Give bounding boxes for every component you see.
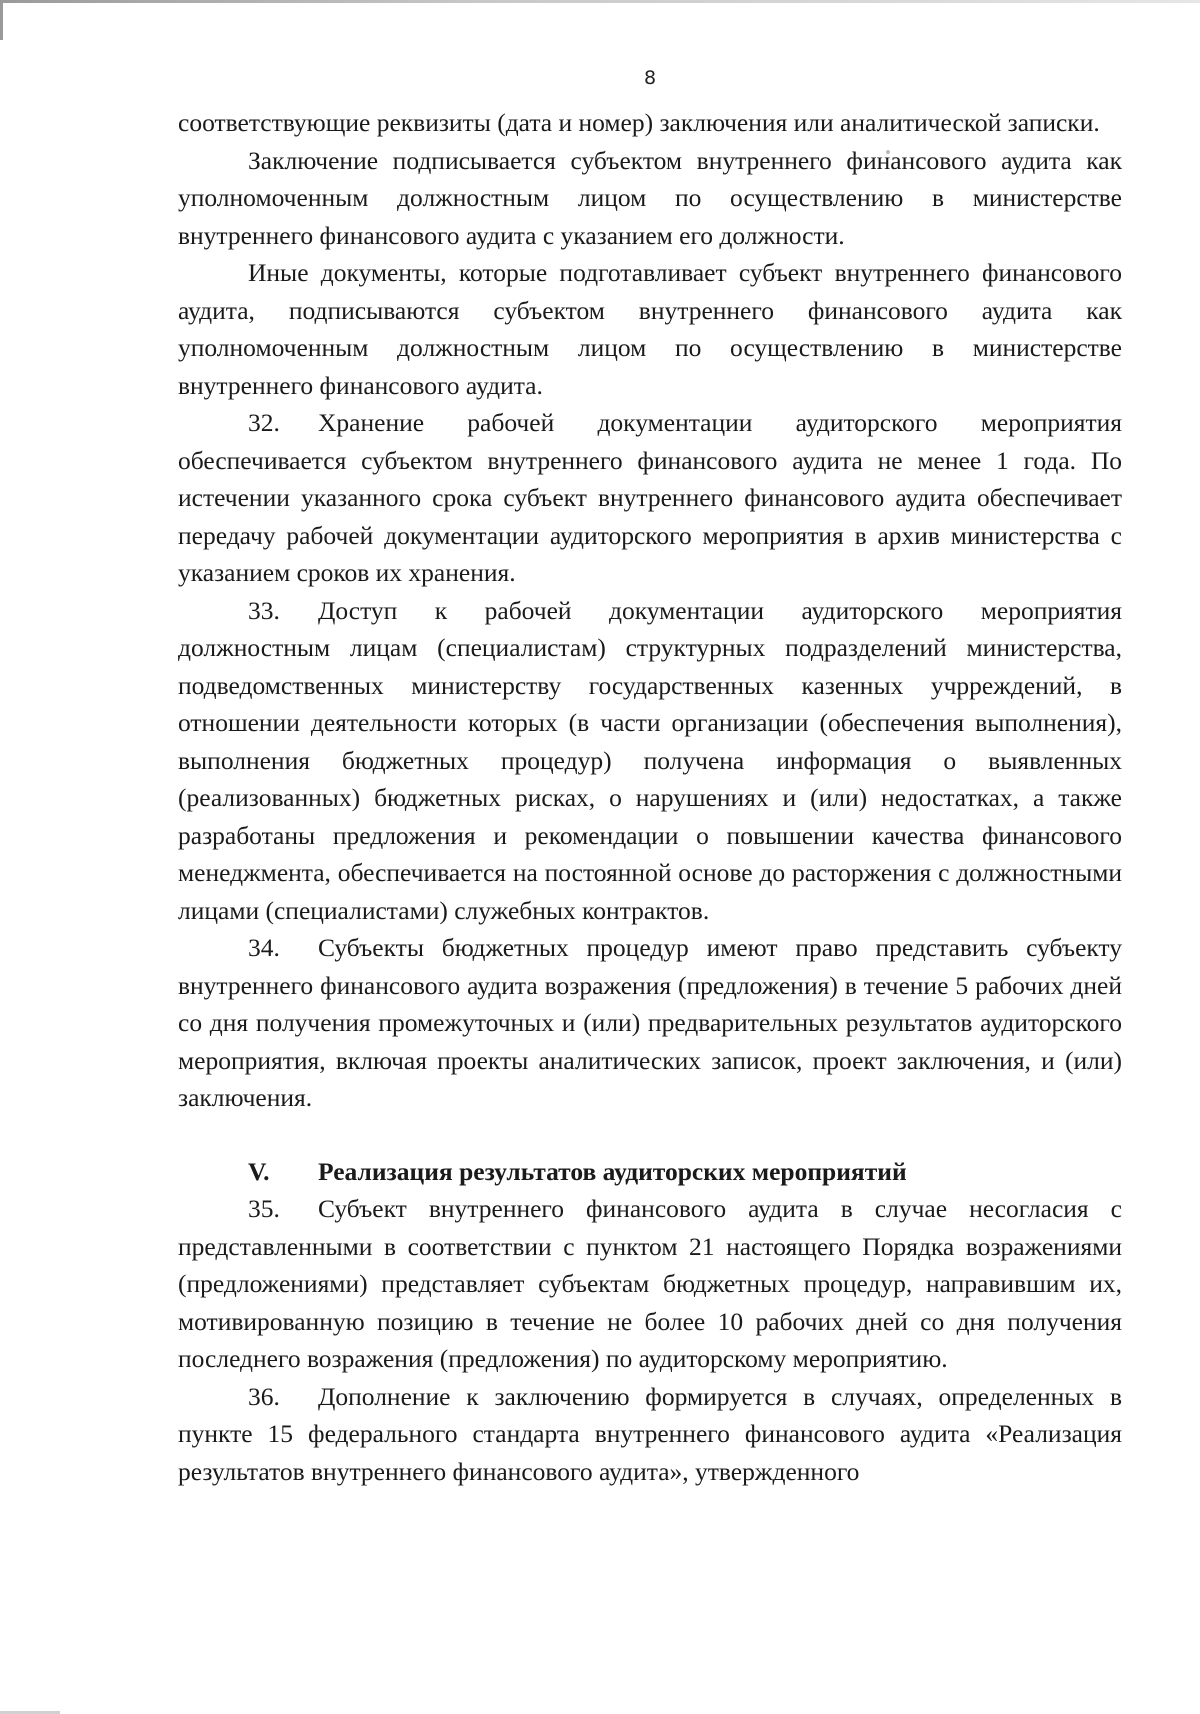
document-body xyxy=(178,104,1122,1490)
paragraph-text: Субъект внутреннего финансового аудита в случае несогласия с представленными в соответствии с пунктом 21 настоящего Порядка возражениями (предложениями) представляет субъектам бюджетных процедур, направившим их, мотивированную позицию в течение не более 10 рабочих дней со дня получения последнего возражения (предложения) по аудиторскому мероприятию. xyxy=(178,1194,1122,1373)
paragraph-continued xyxy=(178,104,1122,142)
paragraph-35 xyxy=(178,1190,1122,1378)
paragraph-number: 32. xyxy=(248,408,280,437)
scan-edge-left xyxy=(0,0,3,40)
paragraph-text: соответствующие реквизиты (дата и номер) заключения или аналитической записки. xyxy=(178,108,1100,137)
paragraph-number: 36. xyxy=(248,1381,280,1411)
paragraph-text: Субъекты бюджетных процедур имеют право представить субъекту внутреннего финансового аудита возражения (предложения) в течение 5 рабочих дней со дня получения промежуточных и (или) предварительных результатов аудиторского мероприятия, включая проекты аналитических записок, проект заключения, и (или) заключения. xyxy=(178,933,1122,1112)
paragraph-text: Хранение рабочей документации аудиторского мероприятия обеспечивается субъектом внутреннего финансового аудита не менее 1 года. По истечении указанного срока субъект внутреннего финансового аудита обеспечивает передачу рабочей документации аудиторского мероприятия в архив министерства с указанием сроков их хранения. xyxy=(178,408,1122,587)
paragraph-36 xyxy=(178,1378,1122,1491)
paragraph-number: 35. xyxy=(248,1194,280,1223)
section-title: Реализация результатов аудиторских мероприятий xyxy=(318,1156,907,1186)
paragraph-other-documents xyxy=(178,254,1122,404)
paragraph-text: Доступ к рабочей документации аудиторского мероприятия должностным лицам (специалистам) структурных подразделений министерства, подведомственных министерству государственных казенных учрреждений, в отношении деятельности которых (в части организации (обеспечения выполнения), выполнения бюджетных процедур) получена информация о выявленных (реализованных) бюджетных рисках, о нарушениях и (или) недостатках, а также разработаны предложения и рекомендации о повышении качества финансового менеджмента, обеспечивается на постоянной основе до расторжения с должностными лицами (специалистами) служебных контрактов. xyxy=(178,595,1122,925)
paragraph-text: Иные документы, которые подготавливает субъект внутреннего финансового аудита, подписываются субъектом внутреннего финансового аудита как уполномоченным должностным лицом по осуществлению в министерстве внутреннего финансового аудита. xyxy=(178,258,1122,400)
paragraph-text: Дополнение к заключению формируется в случаях, определенных в пункте 15 федерального стандарта внутреннего финансового аудита «Реализация результатов внутреннего финансового аудита», утвержденного xyxy=(178,1381,1122,1486)
paragraph-number: 33. xyxy=(248,595,280,625)
section-number: V. xyxy=(248,1156,270,1186)
paragraph-number: 34. xyxy=(248,933,280,962)
section-heading xyxy=(178,1153,1122,1191)
scan-edge-top xyxy=(0,0,1200,3)
paragraph-conclusion-signing xyxy=(178,142,1122,255)
paragraph-32 xyxy=(178,404,1122,592)
page-number: 8 xyxy=(643,67,657,89)
paragraph-33 xyxy=(178,592,1122,930)
paragraph-text: Заключение подписывается субъектом внутреннего финансового аудита как уполномоченным должностным лицом по осуществлению в министерстве внутреннего финансового аудита с указанием его должности. xyxy=(178,145,1122,250)
paragraph-34 xyxy=(178,929,1122,1117)
